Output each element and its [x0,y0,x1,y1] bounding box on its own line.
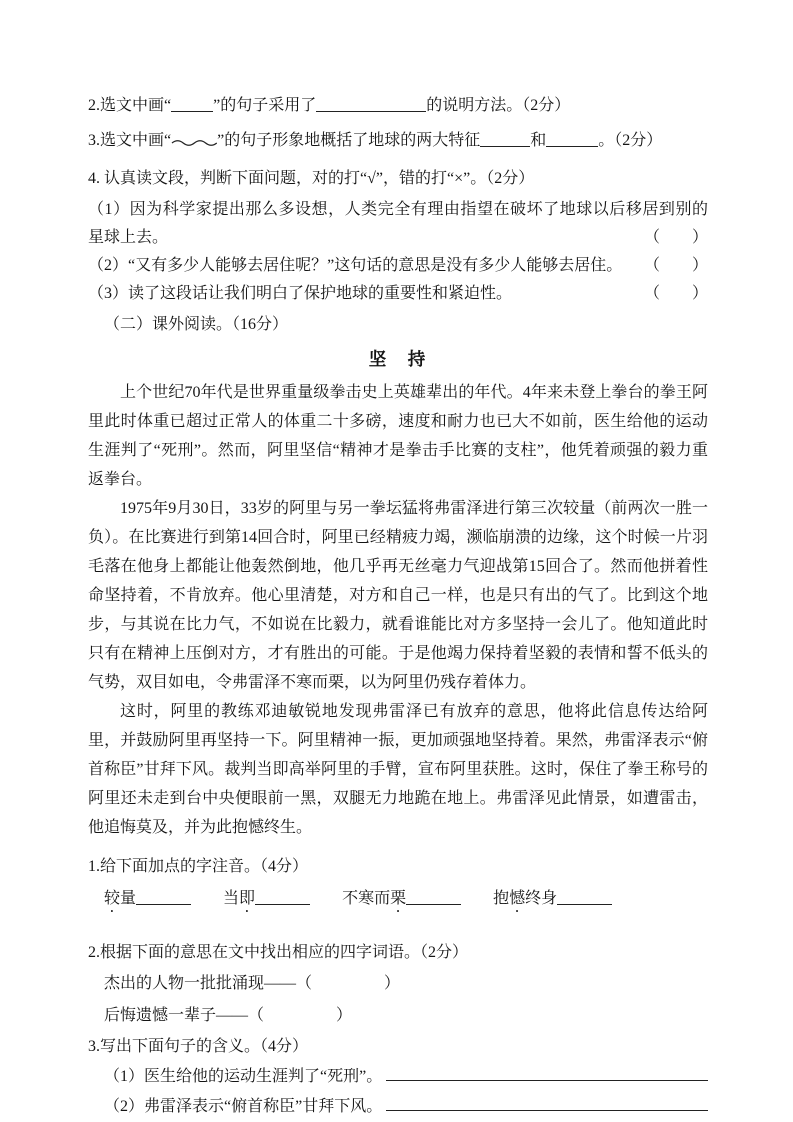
blank-underline [546,132,598,147]
pinyin-item [104,882,191,916]
blank-underline [480,132,530,147]
outclass-reading-section [88,310,708,842]
emphasis-dot-char: 较 [104,890,121,907]
answer-paren: （ ） [643,285,708,302]
judge-item-text: （2）“又有多少人能够去居住呢？”这句话的意思是没有多少人能够去居住。 [88,257,623,274]
blank-underline [557,890,612,905]
judge-item-text: 星球上去。 [88,229,169,246]
judgement-items [88,196,708,308]
word-match-row [88,968,708,1000]
sentence-meaning-row [88,1062,708,1092]
question-3-mid: ”的句子形象地概括了地球的两大特征 [217,132,481,149]
question-2 [88,88,708,123]
question-2-post: 的说明方法。（2分） [426,97,571,114]
blank-underline [406,890,461,905]
pinyin-item [223,882,310,916]
answer-paren: （ ） [643,257,708,274]
passage-paragraph-2: 1975年9月30日，33岁的阿里与另一拳坛猛将弗雷泽进行第三次较量（前两次一胜一负）。在比赛进行到第14回合时，阿里已经精疲力竭，濒临崩溃的边缘，这个时候一片羽毛落在他身上都能让他轰然倒地，他几乎再无丝毫力气迎战第15回合了。然而他拼着性命坚持着，不肯放弃。他心里清楚，对方和自己一样，也是只有出的气了。比到这个地步，与其说在比力气，不如说在比毅力，就看谁能比对方多坚持一会儿了。他知道此时只有在精神上压倒对方，才有胜出的可能。于是他竭力保持着坚毅的表情和誓不低头的气势，双目如电，令弗雷泽不寒而栗，以为阿里仍残存着体力。 [88,500,708,691]
sentence-text: （1）医生给他的运动生涯判了“死刑”。 [104,1068,383,1085]
question-2-mid: ”的句子采用了 [213,97,317,114]
word-match-prefix: 后悔遗憾一辈子——（ [104,1007,265,1024]
word-pre: 抱 [493,890,510,907]
word-match-suffix: ） [336,1007,353,1024]
question-3-and: 和 [530,132,547,149]
pinyin-item [493,882,612,916]
question-3-post: 。（2分） [598,132,663,149]
question-1-label: 1.给下面加点的字注音。（4分） [88,858,309,875]
outclass-questions [88,852,708,1122]
emphasis-dot-char: 憾 [509,890,526,907]
blank-underline [255,890,310,905]
emphasis-dot-char: 栗 [390,890,407,907]
emphasis-dot-char: 即 [239,890,256,907]
wavy-underline [171,126,217,161]
sentence-meaning-row [88,1092,708,1122]
passage-paragraph-3: 这时，阿里的教练邓迪敏锐地发现弗雷泽已有放弃的意思，他将此信息传达给阿里，并鼓励阿里再坚持一下。阿里精神一振，更加顽强地坚持着。果然，弗雷泽表示“俯首称臣”甘拜下风。裁判当即高举阿里的手臂，宣布阿里获胜。这时，保住了拳王称号的阿里还未走到台中央便眼前一黑，双腿无力地跪在地上。弗雷泽见此情景，如遭雷击，他追悔莫及，并为此抱憾终生。 [88,703,708,836]
answer-line [386,1096,708,1111]
sentence-text: （2）弗雷泽表示“俯首称臣”甘拜下风。 [104,1098,383,1115]
word-pre: 不寒而 [342,890,391,907]
blank-underline [136,890,191,905]
blank-underline [316,97,426,112]
pinyin-item [342,882,461,916]
question-3-label: 3.写出下面句子的含义。（4分） [88,1038,309,1055]
judge-item-1-line-2 [88,224,708,252]
word-post: 终身 [525,890,558,907]
inclass-reading-questions [88,88,708,308]
word-pre: 当 [223,890,240,907]
pinyin-items-row [88,882,708,916]
answer-line [386,1066,708,1081]
question-3-pre: 3.选文中画“ [88,132,172,149]
section-heading: （二）课外阅读。（16分） [104,316,289,333]
question-2-label: 2.根据下面的意思在文中找出相应的四字词语。（2分） [88,944,469,961]
word-match-prefix: 杰出的人物一批批涌现——（ [104,975,313,992]
question-4 [88,161,708,196]
question-2-pre: 2.选文中画“ [88,97,172,114]
passage-paragraph-1: 上个世纪70年代是世界重量级拳击史上英雄辈出的年代。4年来未登上拳台的拳王阿里此时体重已超过正常人的体重二十多磅，速度和耐力也已大不如前，医生给他的运动生涯判了“死刑”。然而，阿里坚信“精神才是拳击手比赛的支柱”，他凭着顽强的毅力重返拳台。 [88,384,708,488]
word-match-row [88,1000,708,1032]
answer-paren: （ ） [643,229,708,246]
question-4-text: 4. 认真读文段，判断下面问题，对的打“√”，错的打“×”。（2分） [88,170,535,187]
blank-underline [171,97,213,112]
judge-item-text: （3）读了这段话让我们明白了保护地球的重要性和紧迫性。 [88,285,513,302]
question-3 [88,123,708,161]
word-post: 量 [120,890,137,907]
word-match-suffix: ） [384,975,401,992]
judge-item-3 [88,280,708,308]
judge-item-1-line-1: （1）因为科学家提出那么多设想，人类完全有理由指望在破坏了地球以后移居到别的 [88,201,708,218]
passage-title: 坚 持 [368,349,428,369]
judge-item-2 [88,252,708,280]
